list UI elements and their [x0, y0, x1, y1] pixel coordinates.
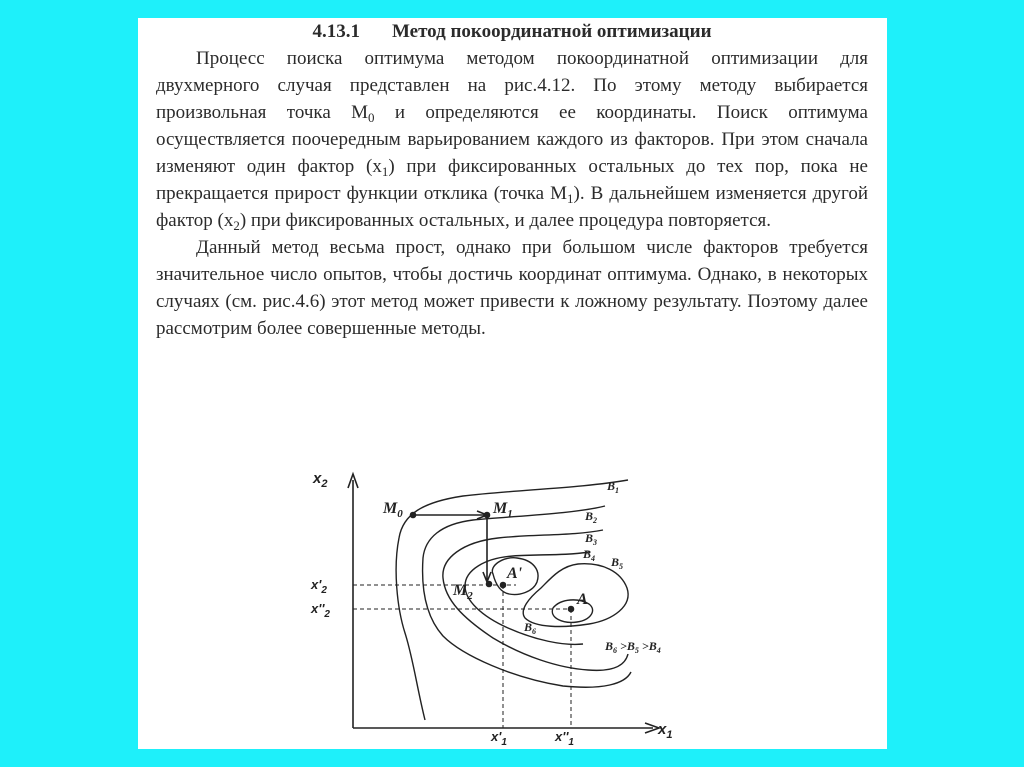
p1-text-5: ) при фиксированных остальных, и далее процедура повторяется.: [239, 210, 771, 231]
label-b2: $B_2$: [585, 509, 598, 525]
label-b1: $B_1$: [607, 479, 620, 495]
p1-sub-2: 1: [381, 164, 389, 179]
tick-x2-double-prime: $x''_2$: [311, 601, 330, 620]
section-title: Метод покоординатной оптимизации: [391, 21, 712, 42]
tick-x1-double-prime: $x''_1$: [555, 729, 574, 748]
p1-text-4: ). В дальнейшем изменяется другой фактор (х: [156, 183, 868, 231]
section-number: 4.13.1: [312, 21, 360, 42]
y-axis-label: $x_2$: [313, 470, 328, 490]
paragraph-2: Данный метод весьма прост, однако при большом числе факторов требуется значительное число опытов, чтобы достичь координат оптимума. Однако, в некоторых случаях (см. рис.4.6) этот метод может привести к ложному результату. Поэтому далее рассмотрим более совершенные методы.: [156, 237, 868, 339]
x-axis-label: $x_1$: [658, 721, 673, 741]
label-a: A: [577, 591, 588, 608]
point-a-dot: [568, 606, 575, 613]
document-page: [138, 18, 887, 749]
contour-figure: [311, 458, 693, 748]
p1-sub-4: 2: [233, 218, 240, 233]
paragraph-1: [156, 45, 868, 234]
p1-text-2: и определяются ее координаты. Поиск оптимума осуществляется поочередным варьированием каждого из факторов. При этом сначала изменяют один фактор (х: [156, 102, 868, 177]
point-a-prime-dot: [500, 582, 507, 589]
label-b3: $B_3$: [585, 531, 598, 547]
label-b5: $B_5$: [611, 555, 624, 571]
p1-sub-1: 0: [368, 110, 375, 125]
section-heading: [156, 18, 868, 45]
p1-sub-3: 1: [567, 191, 574, 206]
label-b6: $B_6$: [524, 620, 537, 636]
tick-x1-prime: $x'_1$: [491, 729, 507, 748]
point-m2-dot: [486, 581, 493, 588]
point-m1-dot: [484, 512, 491, 519]
label-m0: $M_0$: [383, 500, 403, 520]
p1-text-3: ) при фиксированных остальных до тех пор, пока не прекращается прирост функции отклика (точка М: [156, 156, 868, 204]
text-block: [156, 18, 868, 342]
p1-text-1: Процесс поиска оптимума методом покоординатной оптимизации для двухмерного случая представлен на рис.4.12. По этому методу выбирается произвольная точка М: [156, 48, 868, 123]
label-a-prime: A': [507, 565, 523, 582]
tick-x2-prime: $x'_2$: [311, 577, 327, 596]
label-b4: $B_4$: [583, 547, 596, 563]
contour-b5: [523, 564, 628, 627]
contour-diagram: [311, 458, 693, 748]
label-m2: $M_2$: [453, 582, 473, 602]
contour-relation: $B_6 >B_5 >B_4$: [605, 639, 661, 655]
label-m1: $M_1$: [493, 500, 513, 520]
point-m0-dot: [410, 512, 417, 519]
